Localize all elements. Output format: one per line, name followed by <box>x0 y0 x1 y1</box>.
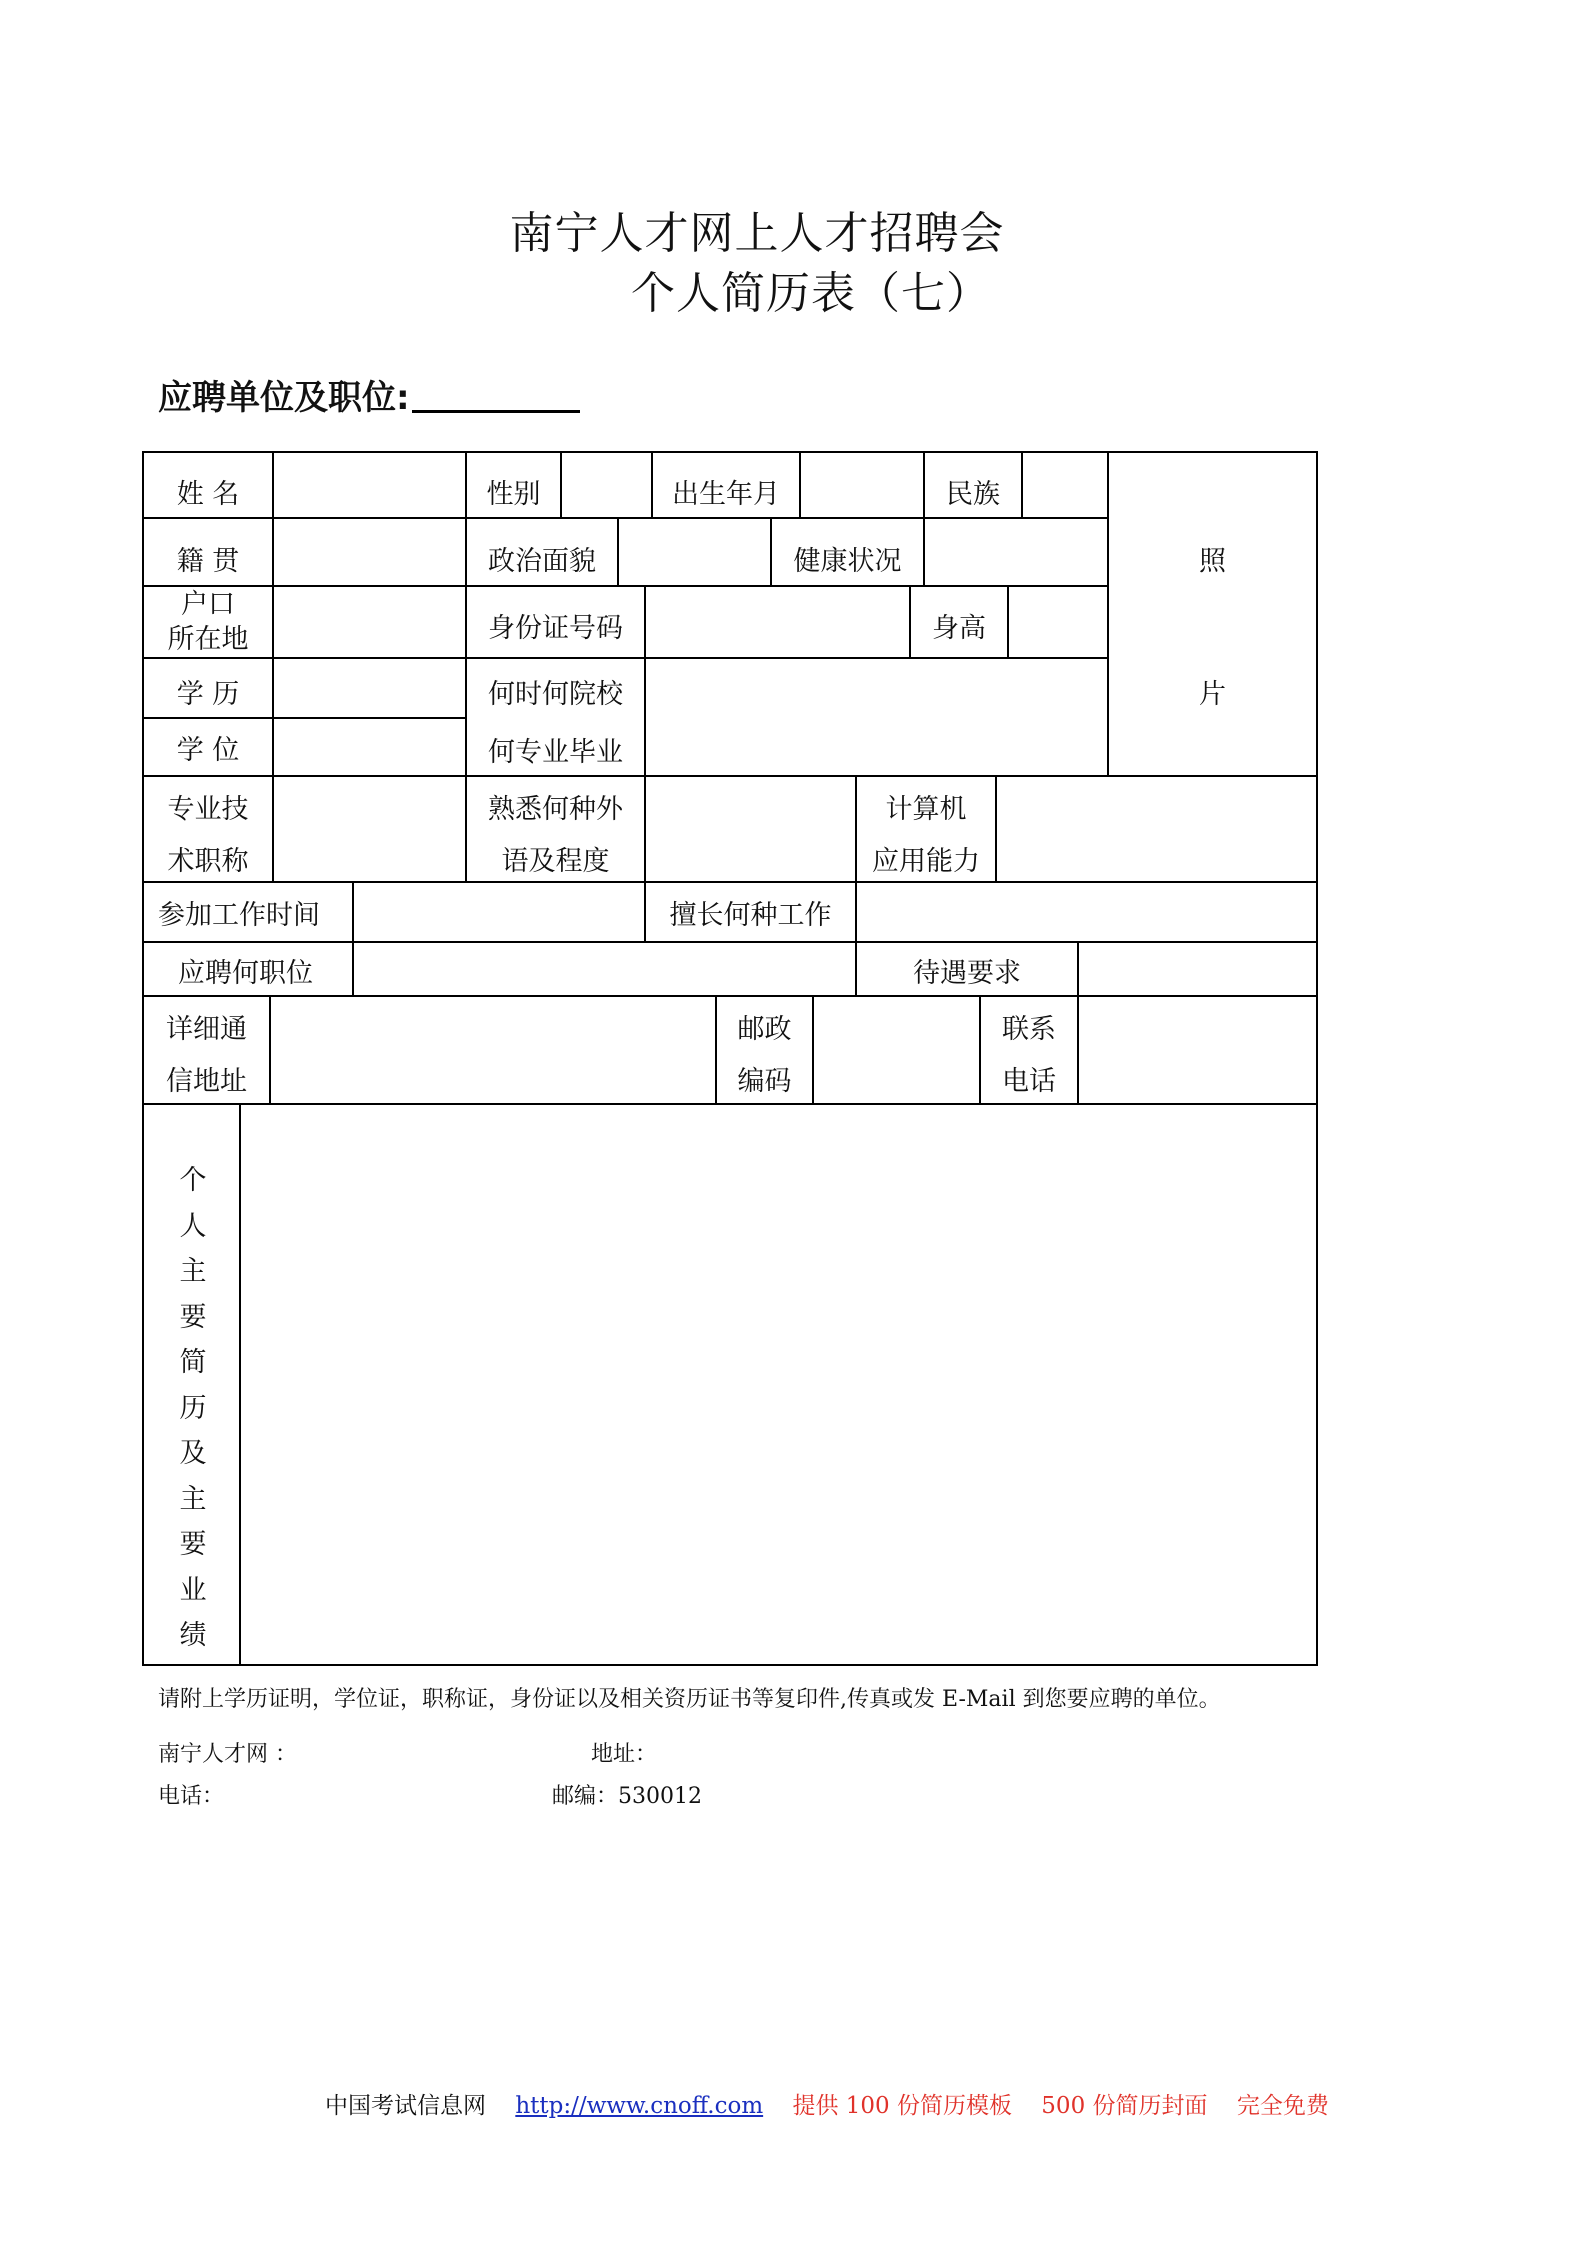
label-school-2: 何专业毕业 <box>488 737 623 768</box>
label-ethnic: 民族 <box>946 479 1000 510</box>
footer-site: 中国考试信息网 <box>325 2093 486 2119</box>
label-native-place: 籍 贯 <box>176 546 240 577</box>
footer-promo-covers: 500 份简历封面 <box>1041 2093 1208 2119</box>
label-resume-achievements: 个 人 主 要 简 历 及 主 要 业 绩 <box>179 1165 207 1651</box>
footer-promo-free: 完全免费 <box>1236 2093 1329 2119</box>
label-tel-1: 联系 <box>1002 1014 1056 1045</box>
label-zip-2: 编码 <box>737 1066 792 1097</box>
label-id-number: 身份证号码 <box>488 613 623 644</box>
label-birth: 出生年月 <box>672 479 780 510</box>
form-title-line-2: 个人简历表（七） <box>631 268 991 319</box>
apply-position-label: 应聘单位及职位: <box>158 378 410 418</box>
label-gender: 性别 <box>486 479 541 510</box>
footer <box>325 2087 1351 2120</box>
photo-label-2: 片 <box>1199 679 1226 710</box>
label-position: 应聘何职位 <box>178 958 313 989</box>
form-title-line-1: 南宁人才网上人才招聘会 <box>509 208 1005 259</box>
footer-link[interactable]: http://www.cnoff.com <box>515 2093 764 2119</box>
table-border <box>143 452 1317 1665</box>
label-address-2: 信地址 <box>166 1066 247 1097</box>
label-language-2: 语及程度 <box>501 846 610 877</box>
label-zip-1: 邮政 <box>737 1014 792 1045</box>
label-specialty: 擅长何种工作 <box>669 900 832 931</box>
label-tel-2: 电话 <box>1002 1066 1056 1097</box>
phone-note: 电话： <box>158 1784 225 1809</box>
label-political-status: 政治面貌 <box>488 546 596 577</box>
site-note: 南宁人才网 ： <box>158 1742 297 1767</box>
table-lines <box>143 452 1317 1665</box>
label-tech-title-2: 术职称 <box>167 846 249 877</box>
postcode-note: 邮编：530012 <box>552 1784 702 1809</box>
label-height: 身高 <box>932 613 986 644</box>
label-hukou-1: 户口 <box>181 589 235 620</box>
label-school-1: 何时何院校 <box>488 679 623 710</box>
label-hukou-2: 所在地 <box>167 624 249 655</box>
label-address-1: 详细通 <box>166 1014 247 1045</box>
label-salary: 待遇要求 <box>913 958 1021 989</box>
label-language-1: 熟悉何种外 <box>488 794 623 825</box>
label-computer-2: 应用能力 <box>872 846 980 877</box>
footer-promo-templates: 提供 100 份简历模板 <box>792 2093 1012 2119</box>
photo-label-1: 照 <box>1199 546 1226 577</box>
label-computer-1: 计算机 <box>885 794 967 825</box>
label-tech-title-1: 专业技 <box>167 794 249 825</box>
label-education: 学 历 <box>176 679 240 710</box>
label-degree: 学 位 <box>176 735 240 766</box>
label-name: 姓 名 <box>176 479 240 510</box>
label-work-start: 参加工作时间 <box>158 900 320 931</box>
label-health: 健康状况 <box>793 546 902 577</box>
address-note: 地址： <box>591 1742 658 1767</box>
attachment-note: 请附上学历证明，学位证，职称证，身份证以及相关资历证书等复印件,传真或发 E-Mail 到您要应聘的单位。 <box>158 1687 1221 1712</box>
